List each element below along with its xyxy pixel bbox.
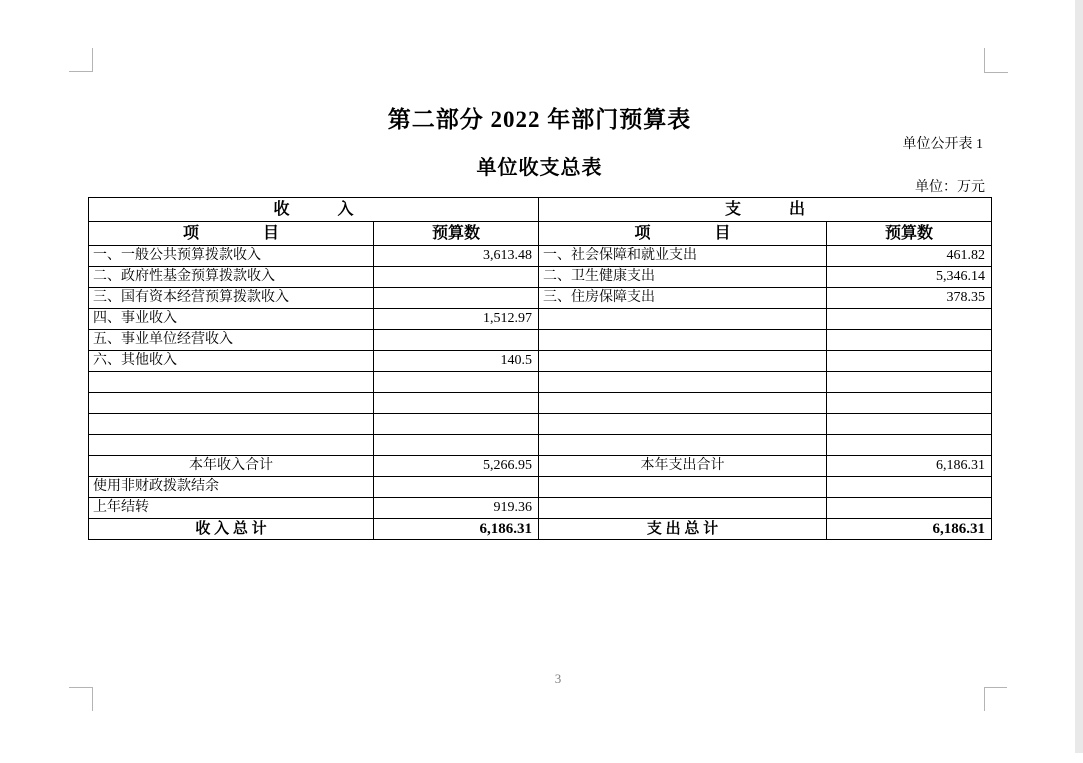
expense-value-cell	[827, 498, 992, 519]
income-item-cell: 本年收入合计	[89, 456, 374, 477]
income-value-cell: 919.36	[374, 498, 539, 519]
expense-value-cell	[827, 477, 992, 498]
app-background-strip	[1075, 0, 1083, 753]
table-row	[89, 267, 992, 288]
table-row	[89, 414, 992, 435]
income-item-cell	[89, 393, 374, 414]
expense-value-cell: 5,346.14	[827, 267, 992, 288]
expense-budget-column-header: 预算数	[827, 222, 992, 246]
margin-corner-mark-top-right	[984, 48, 985, 73]
income-budget-column-header: 预算数	[374, 222, 539, 246]
income-item-cell: 二、政府性基金预算拨款收入	[89, 267, 374, 288]
margin-corner-mark-bottom-left	[69, 687, 93, 688]
income-value-cell	[374, 393, 539, 414]
expense-value-cell	[827, 414, 992, 435]
table-row	[89, 288, 992, 309]
expense-item-cell: 三、住房保障支出	[539, 288, 827, 309]
income-value-cell: 1,512.97	[374, 309, 539, 330]
income-item-cell: 收 入 总 计	[89, 519, 374, 540]
income-value-cell	[374, 372, 539, 393]
expense-value-cell	[827, 351, 992, 372]
margin-corner-mark-bottom-left	[92, 687, 93, 711]
document-title: 第二部分 2022 年部门预算表	[387, 107, 692, 132]
table-row	[89, 309, 992, 330]
income-item-column-header: 项 目	[89, 222, 374, 246]
margin-corner-mark-top-left	[92, 48, 93, 72]
budget-table	[88, 197, 992, 540]
table-row	[89, 372, 992, 393]
income-item-cell: 三、国有资本经营预算拨款收入	[89, 288, 374, 309]
table-row	[89, 246, 992, 267]
margin-corner-mark-bottom-right	[984, 687, 1007, 688]
section-header-row	[89, 198, 992, 222]
expense-item-cell: 一、社会保障和就业支出	[539, 246, 827, 267]
expense-value-cell	[827, 330, 992, 351]
margin-corner-mark-top-right	[984, 72, 1008, 73]
table-row	[89, 351, 992, 372]
income-value-cell	[374, 477, 539, 498]
income-item-cell	[89, 414, 374, 435]
table-row	[89, 477, 992, 498]
income-value-cell	[374, 414, 539, 435]
income-item-cell: 六、其他收入	[89, 351, 374, 372]
income-value-cell: 140.5	[374, 351, 539, 372]
expense-value-cell	[827, 309, 992, 330]
table-row	[89, 498, 992, 519]
expense-item-cell	[539, 498, 827, 519]
expense-item-cell	[539, 309, 827, 330]
expense-item-cell	[539, 351, 827, 372]
expense-item-cell	[539, 330, 827, 351]
expense-item-cell	[539, 477, 827, 498]
margin-corner-mark-top-left	[69, 71, 93, 72]
expense-item-cell: 支 出 总 计	[539, 519, 827, 540]
form-number-label: 单位公开表 1	[902, 137, 983, 152]
table-title: 单位收支总表	[476, 157, 603, 179]
income-item-cell	[89, 372, 374, 393]
expense-item-cell: 二、卫生健康支出	[539, 267, 827, 288]
expense-item-cell	[539, 372, 827, 393]
income-value-cell: 3,613.48	[374, 246, 539, 267]
expense-item-column-header: 项 目	[539, 222, 827, 246]
expense-item-cell	[539, 414, 827, 435]
column-header-row	[89, 222, 992, 246]
expense-value-cell	[827, 393, 992, 414]
income-item-cell: 一、一般公共预算拨款收入	[89, 246, 374, 267]
expense-section-header: 支 出	[539, 198, 992, 222]
income-item-cell	[89, 435, 374, 456]
table-row	[89, 393, 992, 414]
expense-value-cell: 461.82	[827, 246, 992, 267]
income-value-cell	[374, 330, 539, 351]
expense-value-cell	[827, 435, 992, 456]
income-item-cell: 使用非财政拨款结余	[89, 477, 374, 498]
income-value-cell: 5,266.95	[374, 456, 539, 477]
expense-value-cell: 378.35	[827, 288, 992, 309]
income-item-cell: 五、事业单位经营收入	[89, 330, 374, 351]
expense-value-cell: 6,186.31	[827, 456, 992, 477]
table-row	[89, 519, 992, 540]
expense-item-cell	[539, 393, 827, 414]
income-item-cell: 四、事业收入	[89, 309, 374, 330]
page-number: 3	[554, 671, 562, 686]
table-row	[89, 456, 992, 477]
income-section-header: 收 入	[89, 198, 539, 222]
income-value-cell	[374, 267, 539, 288]
table-row	[89, 435, 992, 456]
income-value-cell	[374, 288, 539, 309]
income-item-cell: 上年结转	[89, 498, 374, 519]
expense-item-cell	[539, 435, 827, 456]
expense-value-cell: 6,186.31	[827, 519, 992, 540]
budget-table-body	[89, 246, 992, 540]
income-value-cell: 6,186.31	[374, 519, 539, 540]
unit-label: 单位：万元	[915, 180, 985, 195]
income-value-cell	[374, 435, 539, 456]
margin-corner-mark-bottom-right	[984, 687, 985, 711]
table-row	[89, 330, 992, 351]
expense-value-cell	[827, 372, 992, 393]
expense-item-cell: 本年支出合计	[539, 456, 827, 477]
